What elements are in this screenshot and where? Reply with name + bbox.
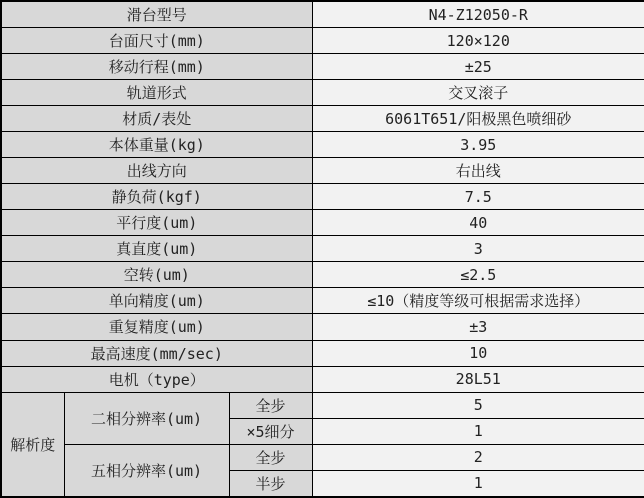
resolution-five-phase-fullstep-value: 2 [312,444,644,470]
resolution-five-phase-label: 五相分辨率(um) [64,444,229,497]
spec-value-material: 6061T651/阳极黑色喷细砂 [312,106,644,132]
table-row [1,366,644,392]
spec-value-weight: 3.95 [312,132,644,158]
spec-label-max-speed: 最高速度(mm/sec) [1,340,312,366]
table-row [1,236,644,262]
table-row [1,288,644,314]
spec-label-backlash: 空转(um) [1,262,312,288]
resolution-two-phase-fullstep-value: 5 [312,392,644,418]
table-row [1,54,644,80]
table-row [1,106,644,132]
table-row [1,392,644,418]
spec-label-motor: 电机（type） [1,366,312,392]
resolution-two-phase-microstep-label: ×5细分 [229,418,312,444]
table-row [1,444,644,470]
spec-value-backlash: ≤2.5 [312,262,644,288]
spec-label-cable-direction: 出线方向 [1,158,312,184]
resolution-two-phase-fullstep-label: 全步 [229,392,312,418]
resolution-five-phase-fullstep-label: 全步 [229,444,312,470]
spec-value-cable-direction: 右出线 [312,158,644,184]
spec-label-travel: 移动行程(mm) [1,54,312,80]
spec-label-material: 材质/表处 [1,106,312,132]
table-row [1,1,644,28]
spec-value-model: N4-Z12050-R [312,1,644,28]
spec-value-max-speed: 10 [312,340,644,366]
table-row [1,314,644,340]
table-row [1,262,644,288]
spec-value-table-size: 120×120 [312,28,644,54]
table-row [1,184,644,210]
spec-label-weight: 本体重量(kg) [1,132,312,158]
resolution-two-phase-label: 二相分辨率(um) [64,392,229,444]
spec-value-repeatability: ±3 [312,314,644,340]
spec-label-model: 滑台型号 [1,1,312,28]
spec-label-rail-type: 轨道形式 [1,80,312,106]
spec-label-table-size: 台面尺寸(mm) [1,28,312,54]
spec-value-travel: ±25 [312,54,644,80]
table-row [1,340,644,366]
table-row [1,210,644,236]
spec-label-straightness: 真直度(um) [1,236,312,262]
resolution-group-label: 解析度 [1,392,64,497]
resolution-five-phase-halfstep-label: 半步 [229,470,312,497]
table-row [1,80,644,106]
resolution-five-phase-halfstep-value: 1 [312,470,644,497]
resolution-two-phase-microstep-value: 1 [312,418,644,444]
spec-value-parallelism: 40 [312,210,644,236]
spec-label-unidirectional-accuracy: 单向精度(um) [1,288,312,314]
spec-label-repeatability: 重复精度(um) [1,314,312,340]
table-row [1,28,644,54]
spec-value-static-load: 7.5 [312,184,644,210]
spec-value-unidirectional-accuracy: ≤10（精度等级可根据需求选择） [312,288,644,314]
spec-value-rail-type: 交叉滚子 [312,80,644,106]
table-row [1,132,644,158]
spec-label-static-load: 静负荷(kgf) [1,184,312,210]
spec-label-parallelism: 平行度(um) [1,210,312,236]
table-row [1,158,644,184]
spec-value-straightness: 3 [312,236,644,262]
spec-value-motor: 28L51 [312,366,644,392]
